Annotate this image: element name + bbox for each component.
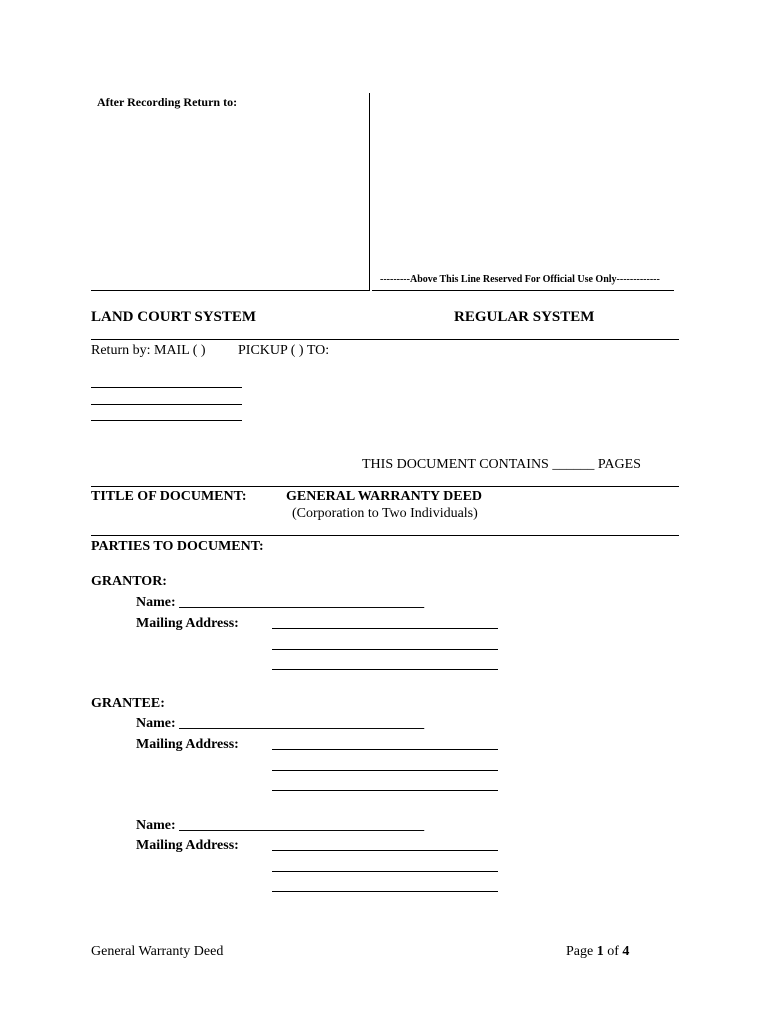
return-line-2[interactable]	[91, 404, 242, 405]
return-line-3[interactable]	[91, 420, 242, 421]
grantee2-address-line-1[interactable]	[272, 850, 498, 851]
grantee2-address-line-2[interactable]	[272, 871, 498, 872]
grantee-label: GRANTEE:	[91, 696, 165, 711]
grantor-address-line-3[interactable]	[272, 669, 498, 670]
title-subtitle: (Corporation to Two Individuals)	[292, 506, 478, 521]
page-prefix: Page	[566, 944, 597, 959]
page-total: 4	[622, 944, 630, 959]
title-value: GENERAL WARRANTY DEED	[286, 489, 483, 504]
return-line-1[interactable]	[91, 387, 242, 388]
grantor-address-label: Mailing Address:	[136, 616, 239, 631]
grantee2-address-label: Mailing Address:	[136, 838, 239, 853]
grantor-address-line-2[interactable]	[272, 649, 498, 650]
grantee-address-line-2[interactable]	[272, 770, 498, 771]
grantor-address-line-1[interactable]	[272, 628, 498, 629]
return-to-label: After Recording Return to:	[97, 95, 238, 109]
title-divider	[91, 535, 679, 536]
grantee-address-line-3[interactable]	[272, 790, 498, 791]
return-by-mail: Return by: MAIL ( )	[91, 343, 206, 358]
grantee2-name-field[interactable]: Name: ___________________________________	[136, 818, 425, 833]
grantor-name-field[interactable]: Name: ___________________________________	[136, 595, 425, 610]
right-divider	[372, 290, 674, 291]
land-court-system: LAND COURT SYSTEM	[91, 309, 257, 325]
page-of: of	[603, 944, 623, 959]
footer-page-number	[566, 944, 629, 960]
grantee-address-label: Mailing Address:	[136, 737, 239, 752]
systems-divider	[91, 339, 679, 340]
left-divider	[91, 290, 370, 291]
grantor-label: GRANTOR:	[91, 574, 167, 589]
pages-divider	[91, 486, 679, 487]
footer-doc-name: General Warranty Deed	[91, 944, 224, 959]
pages-count-line: THIS DOCUMENT CONTAINS ______ PAGES	[362, 457, 641, 472]
page-current: 1	[596, 944, 604, 959]
title-label: TITLE OF DOCUMENT:	[91, 489, 247, 504]
reserved-note: ---------Above This Line Reserved For Official Use Only-------------	[380, 274, 660, 285]
grantee2-address-line-3[interactable]	[272, 891, 498, 892]
grantee-address-line-1[interactable]	[272, 749, 498, 750]
return-by-pickup: PICKUP ( ) TO:	[238, 343, 330, 358]
parties-label: PARTIES TO DOCUMENT:	[91, 539, 264, 554]
vertical-divider	[369, 93, 370, 291]
regular-system: REGULAR SYSTEM	[454, 309, 595, 325]
grantee-name-field[interactable]: Name: ___________________________________	[136, 716, 425, 731]
